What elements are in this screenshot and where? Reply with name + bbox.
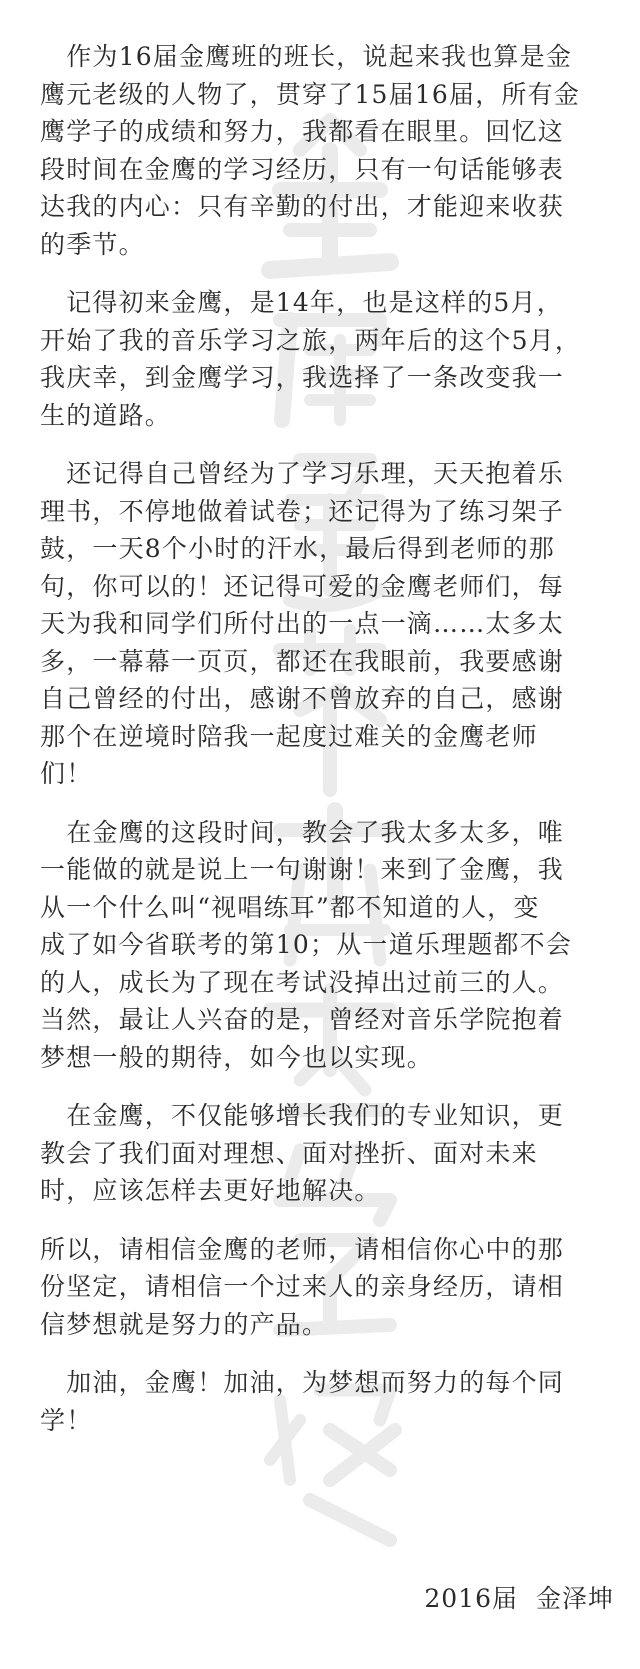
paragraph-2 [40, 284, 618, 434]
signature [424, 1580, 614, 1617]
text-line: 自己曾经的付出，感谢不曾放弃的自己，感谢 [40, 684, 565, 713]
paragraph-4 [40, 814, 618, 1077]
paragraph-6 [40, 1231, 618, 1344]
text-line: 开始了我的音乐学习之旅，两年后的这个5月， [40, 325, 582, 355]
text-line: 时，应该怎样去更好地解决。 [40, 1176, 381, 1205]
text-line: 达我的内心：只有辛勤的付出，才能迎来收获 [40, 192, 565, 221]
letter-body [40, 38, 618, 1460]
text-line: 梦想一般的期待，如今也以实现。 [40, 1042, 434, 1072]
text-line: 的季节。 [40, 229, 145, 259]
text-line: 鼓，一天8个小时的汗水，最后得到老师的那 [40, 534, 555, 563]
paragraph-7 [40, 1364, 618, 1439]
text-line: 一能做的就是说上一句谢谢！来到了金鹰，我 [40, 855, 565, 884]
text-line: 那个在逆境时陪我一起度过难关的金鹰老师 [40, 721, 538, 751]
text-line: 作为16届金鹰班的班长，说起来我也算是金 [40, 42, 573, 71]
text-line: 鹰学子的成绩和努力，我都看在眼里。回忆这 [40, 117, 565, 146]
signature-name: 金泽坤 [535, 1584, 614, 1613]
paragraph-3 [40, 455, 618, 793]
text-line: 天为我和同学们所付出的一点一滴……太多太 [40, 609, 565, 638]
text-line: 生的道路。 [40, 400, 172, 430]
text-line: 信梦想就是努力的产品。 [40, 1309, 329, 1339]
signature-class-year: 2016届 [424, 1584, 518, 1613]
text-line: 的人，成长为了现在考试没掉出过前三的人。 [40, 967, 565, 997]
text-line: 鹰元老级的人物了，贯穿了15届16届，所有金 [40, 79, 581, 109]
text-line: 理书，不停地做着试卷；还记得为了练习架子 [40, 496, 565, 526]
text-line: 当然，最让人兴奋的是，曾经对音乐学院抱着 [40, 1005, 565, 1034]
text-line: 在金鹰，不仅能够增长我们的专业知识，更 [40, 1101, 565, 1130]
text-line: 记得初来金鹰，是14年，也是这样的5月， [40, 288, 563, 317]
text-line: 我庆幸，到金鹰学习，我选择了一条改变我一 [40, 363, 565, 392]
text-line: 段时间在金鹰的学习经历，只有一句话能够表 [40, 154, 565, 184]
text-line: 还记得自己曾经为了学习乐理，天天抱着乐 [40, 459, 565, 488]
paragraph-1 [40, 38, 618, 263]
text-line: 从一个什么叫“视唱练耳”都不知道的人，变 [40, 892, 540, 922]
text-line: 份坚定，请相信一个过来人的亲身经历，请相 [40, 1272, 565, 1301]
text-line: 教会了我们面对理想、面对挫折、面对未来 [40, 1138, 538, 1168]
text-line: 成了如今省联考的第10；从一道乐理题都不会 [40, 930, 573, 959]
text-line: 学！ [40, 1405, 93, 1435]
text-line: 在金鹰的这段时间，教会了我太多太多，唯 [40, 817, 565, 847]
text-line: 句，你可以的！还记得可爱的金鹰老师们，每 [40, 571, 565, 601]
text-line: 们！ [40, 759, 93, 788]
text-line: 所以，请相信金鹰的老师，请相信你心中的那 [40, 1234, 565, 1264]
text-line: 多，一幕幕一页页，都还在我眼前，我要感谢 [40, 646, 565, 676]
text-line: 加油，金鹰！加油，为梦想而努力的每个同 [40, 1368, 565, 1397]
paragraph-5 [40, 1097, 618, 1210]
